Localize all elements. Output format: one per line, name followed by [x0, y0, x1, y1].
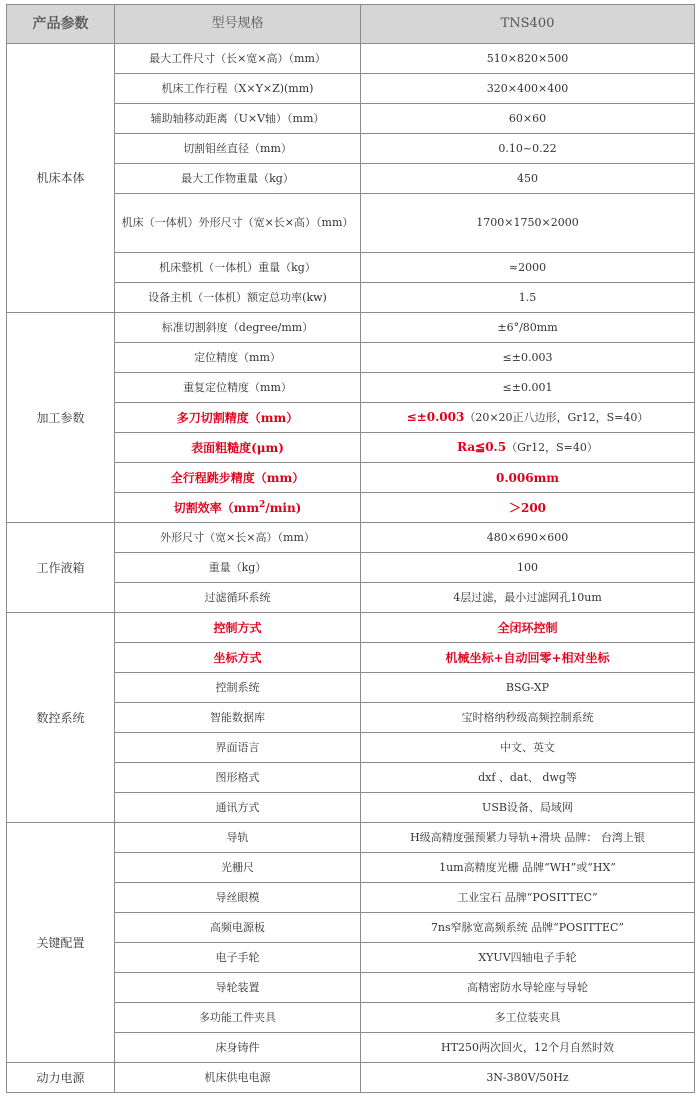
param-name: 控制系统 — [115, 673, 361, 703]
param-value: 1um高精度光栅 品牌“WH”或“HX” — [361, 853, 695, 883]
param-name: 通讯方式 — [115, 793, 361, 823]
param-name-highlight: 全行程跳步精度（mm） — [115, 463, 361, 493]
table-row — [7, 823, 695, 853]
category-cnc-system: 数控系统 — [7, 613, 115, 823]
param-value: 中文、英文 — [361, 733, 695, 763]
param-value: 工业宝石 品牌“POSITTEC” — [361, 883, 695, 913]
param-value: ≈2000 — [361, 253, 695, 283]
param-name: 标准切割斜度（degree/mm） — [115, 313, 361, 343]
param-value: dxf 、dat、 dwg等 — [361, 763, 695, 793]
param-value: ≤±0.001 — [361, 373, 695, 403]
param-value-highlight: ＞200 — [361, 493, 695, 523]
table-row — [7, 44, 695, 74]
param-value: 320×400×400 — [361, 74, 695, 104]
param-value — [361, 433, 695, 463]
param-name: 图形格式 — [115, 763, 361, 793]
param-value: 多工位装夹具 — [361, 1003, 695, 1033]
param-name: 光栅尺 — [115, 853, 361, 883]
header-model-spec: 型号规格 — [115, 5, 361, 44]
param-value: 4层过滤，最小过滤网孔10um — [361, 583, 695, 613]
param-name: 机床整机（一体机）重量（kg） — [115, 253, 361, 283]
param-value-highlight: 0.006mm — [361, 463, 695, 493]
header-row — [7, 5, 695, 44]
header-model-name: TNS400 — [361, 5, 695, 44]
category-key-config: 关键配置 — [7, 823, 115, 1063]
param-value-highlight: Ra≦0.5 — [457, 440, 507, 454]
param-name-highlight — [115, 493, 361, 523]
category-processing-params: 加工参数 — [7, 313, 115, 523]
param-name-superscript: 2 — [259, 499, 266, 510]
param-name: 机床工作行程（X×Y×Z)(mm) — [115, 74, 361, 104]
param-name-highlight: 坐标方式 — [115, 643, 361, 673]
param-name: 外形尺寸（宽×长×高）（mm） — [115, 523, 361, 553]
param-name: 重复定位精度（mm） — [115, 373, 361, 403]
param-value: 宝时格纳秒级高频控制系统 — [361, 703, 695, 733]
param-name: 机床供电电源 — [115, 1063, 361, 1093]
param-value: 60×60 — [361, 104, 695, 134]
param-value: 0.10~0.22 — [361, 134, 695, 164]
param-value-highlight: 机械坐标+自动回零+相对坐标 — [361, 643, 695, 673]
param-value: 高精密防水导轮座与导轮 — [361, 973, 695, 1003]
param-name: 重量（kg） — [115, 553, 361, 583]
param-name: 切割钼丝直径（mm） — [115, 134, 361, 164]
param-name: 电子手轮 — [115, 943, 361, 973]
header-product-params: 产品参数 — [7, 5, 115, 44]
param-value: 510×820×500 — [361, 44, 695, 74]
param-value: 100 — [361, 553, 695, 583]
table-row — [7, 523, 695, 553]
param-name: 辅助轴移动距离（U×V轴）（mm） — [115, 104, 361, 134]
param-value: 1700×1750×2000 — [361, 194, 695, 253]
param-value — [361, 403, 695, 433]
category-power-supply: 动力电源 — [7, 1063, 115, 1093]
param-name: 最大工作物重量（kg） — [115, 164, 361, 194]
param-value: 1.5 — [361, 283, 695, 313]
param-value: ≤±0.003 — [361, 343, 695, 373]
param-value: XYUV四轴电子手轮 — [361, 943, 695, 973]
table-row — [7, 313, 695, 343]
param-value: USB设备、局域网 — [361, 793, 695, 823]
param-name: 床身铸件 — [115, 1033, 361, 1063]
param-value: HT250两次回火，12个月自然时效 — [361, 1033, 695, 1063]
param-value: 480×690×600 — [361, 523, 695, 553]
param-name: 导丝眼模 — [115, 883, 361, 913]
param-name: 导轮装置 — [115, 973, 361, 1003]
param-value-highlight: ≤±0.003 — [406, 410, 465, 424]
param-name: 定位精度（mm） — [115, 343, 361, 373]
param-value: BSG-XP — [361, 673, 695, 703]
param-name: 界面语言 — [115, 733, 361, 763]
param-value-note: （20×20正八边形，Gr12，S=40） — [464, 411, 649, 424]
param-value: 7ns窄脉宽高频系统 品牌“POSITTEC” — [361, 913, 695, 943]
category-machine-body: 机床本体 — [7, 44, 115, 313]
param-name-highlight: 表面粗糙度(μm) — [115, 433, 361, 463]
param-value-highlight: 全闭环控制 — [361, 613, 695, 643]
param-name: 机床（一体机）外形尺寸（宽×长×高）（mm） — [115, 194, 361, 253]
param-name-highlight: 多刀切割精度（mm） — [115, 403, 361, 433]
table-row — [7, 1063, 695, 1093]
param-value: 450 — [361, 164, 695, 194]
param-name: 过滤循环系统 — [115, 583, 361, 613]
param-name: 多功能工件夹具 — [115, 1003, 361, 1033]
param-value-note: （Gr12，S=40） — [506, 441, 598, 454]
param-value: H级高精度强预紧力导轨+滑块 品牌： 台湾上银 — [361, 823, 695, 853]
param-value: ±6°/80mm — [361, 313, 695, 343]
table-row — [7, 613, 695, 643]
param-name: 导轨 — [115, 823, 361, 853]
spec-table-container — [6, 4, 695, 1093]
category-fluid-tank: 工作液箱 — [7, 523, 115, 613]
param-name-part: 切割效率（mm — [173, 500, 260, 515]
spec-table — [6, 4, 695, 1093]
param-name: 智能数据库 — [115, 703, 361, 733]
param-name: 设备主机（一体机）额定总功率(kw) — [115, 283, 361, 313]
param-name-part: /min) — [265, 500, 302, 515]
param-name-highlight: 控制方式 — [115, 613, 361, 643]
param-value: 3N-380V/50Hz — [361, 1063, 695, 1093]
param-name: 高频电源板 — [115, 913, 361, 943]
param-name: 最大工件尺寸（长×宽×高）（mm） — [115, 44, 361, 74]
